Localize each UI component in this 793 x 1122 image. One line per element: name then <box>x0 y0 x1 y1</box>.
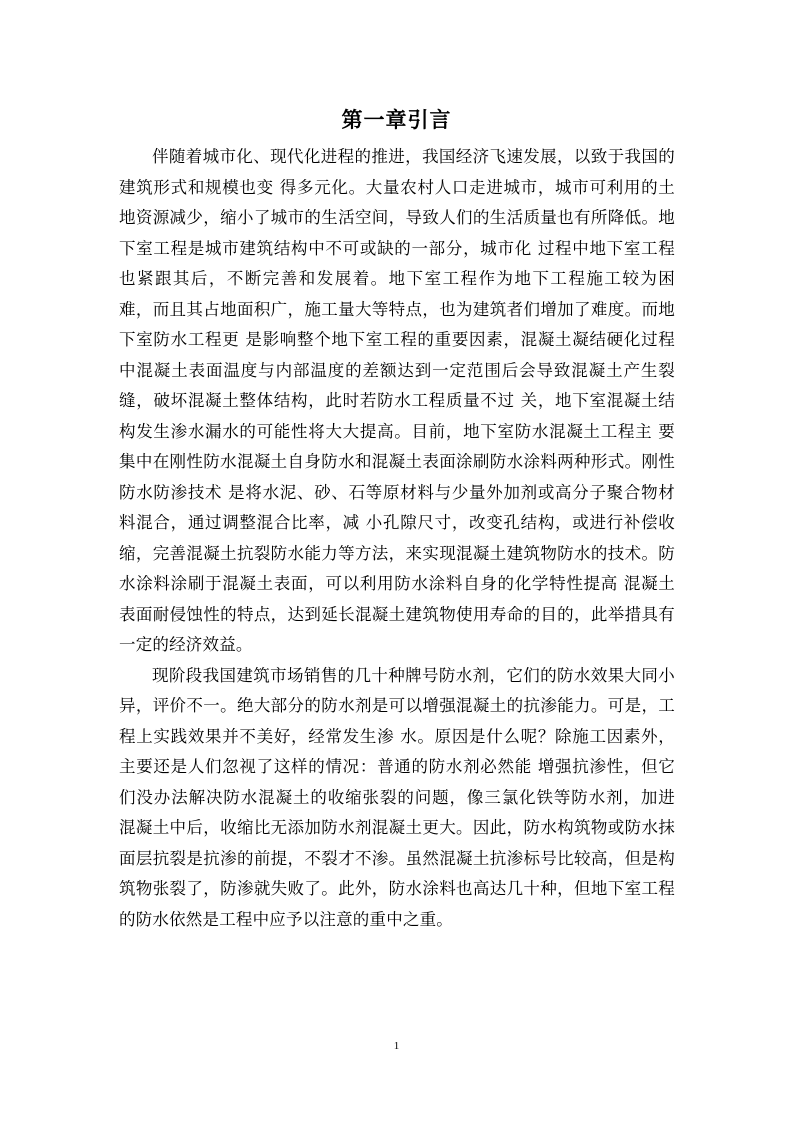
paragraph-2: 现阶段我国建筑市场销售的几十种牌号防水剂，它们的防水效果大同小异，评价不一。绝大部分的防水剂是可以增强混凝土的抗渗能力。可是，工程上实践效果并不美好，经常发生渗 水。原因是什么呢？除施工因素外，主要还是人们忽视了这样的情况：普通的防水剂必然能 增强抗渗性，但它们没办法解决防水混凝土的收缩张裂的问题，像三氯化铁等防水剂，加进 混凝土中后，收缩比无添加防水剂混凝土更大。因此，防水构筑物或防水抹面层抗裂是抗渗的前提，不裂才不渗。虽然混凝土抗渗标号比较高，但是构筑物张裂了，防渗就失败了。此外，防水涂料也高达几十种，但地下室工程的防水依然是工程中应予以注意的重中之重。 <box>119 665 675 929</box>
page-number: 1 <box>393 1040 400 1052</box>
chapter-title: 第一章引言 <box>341 108 452 132</box>
chapter-body <box>119 142 675 935</box>
paragraph-1: 伴随着城市化、现代化进程的推进，我国经济飞速发展，以致于我国的建筑形式和规模也变 得多元化。大量农村人口走进城市，城市可利用的土地资源减少，缩小了城市的生活空间，导致人们的生活质量也有所降低。地下室工程是城市建筑结构中不可或缺的一部分，城市化 过程中地下室工程也紧跟其后，不断完善和发展着。地下室工程作为地下工程施工较为困 难，而且其占地面积广，施工量大等特点，也为建筑者们增加了难度。而地下室防水工程更 是影响整个地下室工程的重要因素，混凝土凝结硬化过程中混凝土表面温度与内部温度的差额达到一定范围后会导致混凝土产生裂缝，破坏混凝土整体结构，此时若防水工程质量不过 关，地下室混凝土结构发生渗水漏水的可能性将大大提高。目前，地下室防水混凝土工程主 要集中在刚性防水混凝土自身防水和混凝土表面涂刷防水涂料两种形式。刚性防水防渗技术 是将水泥、砂、石等原材料与少量外加剂或高分子聚合物材料混合，通过调整混合比率，减 小孔隙尺寸，改变孔结构，或进行补偿收缩，完善混凝土抗裂防水能力等方法，来实现混凝土建筑物防水的技术。防水涂料涂刷于混凝土表面，可以利用防水涂料自身的化学特性提高 混凝土表面耐侵蚀性的特点，达到延长混凝土建筑物使用寿命的目的，此举措具有一定的经济效益。 <box>119 147 675 654</box>
